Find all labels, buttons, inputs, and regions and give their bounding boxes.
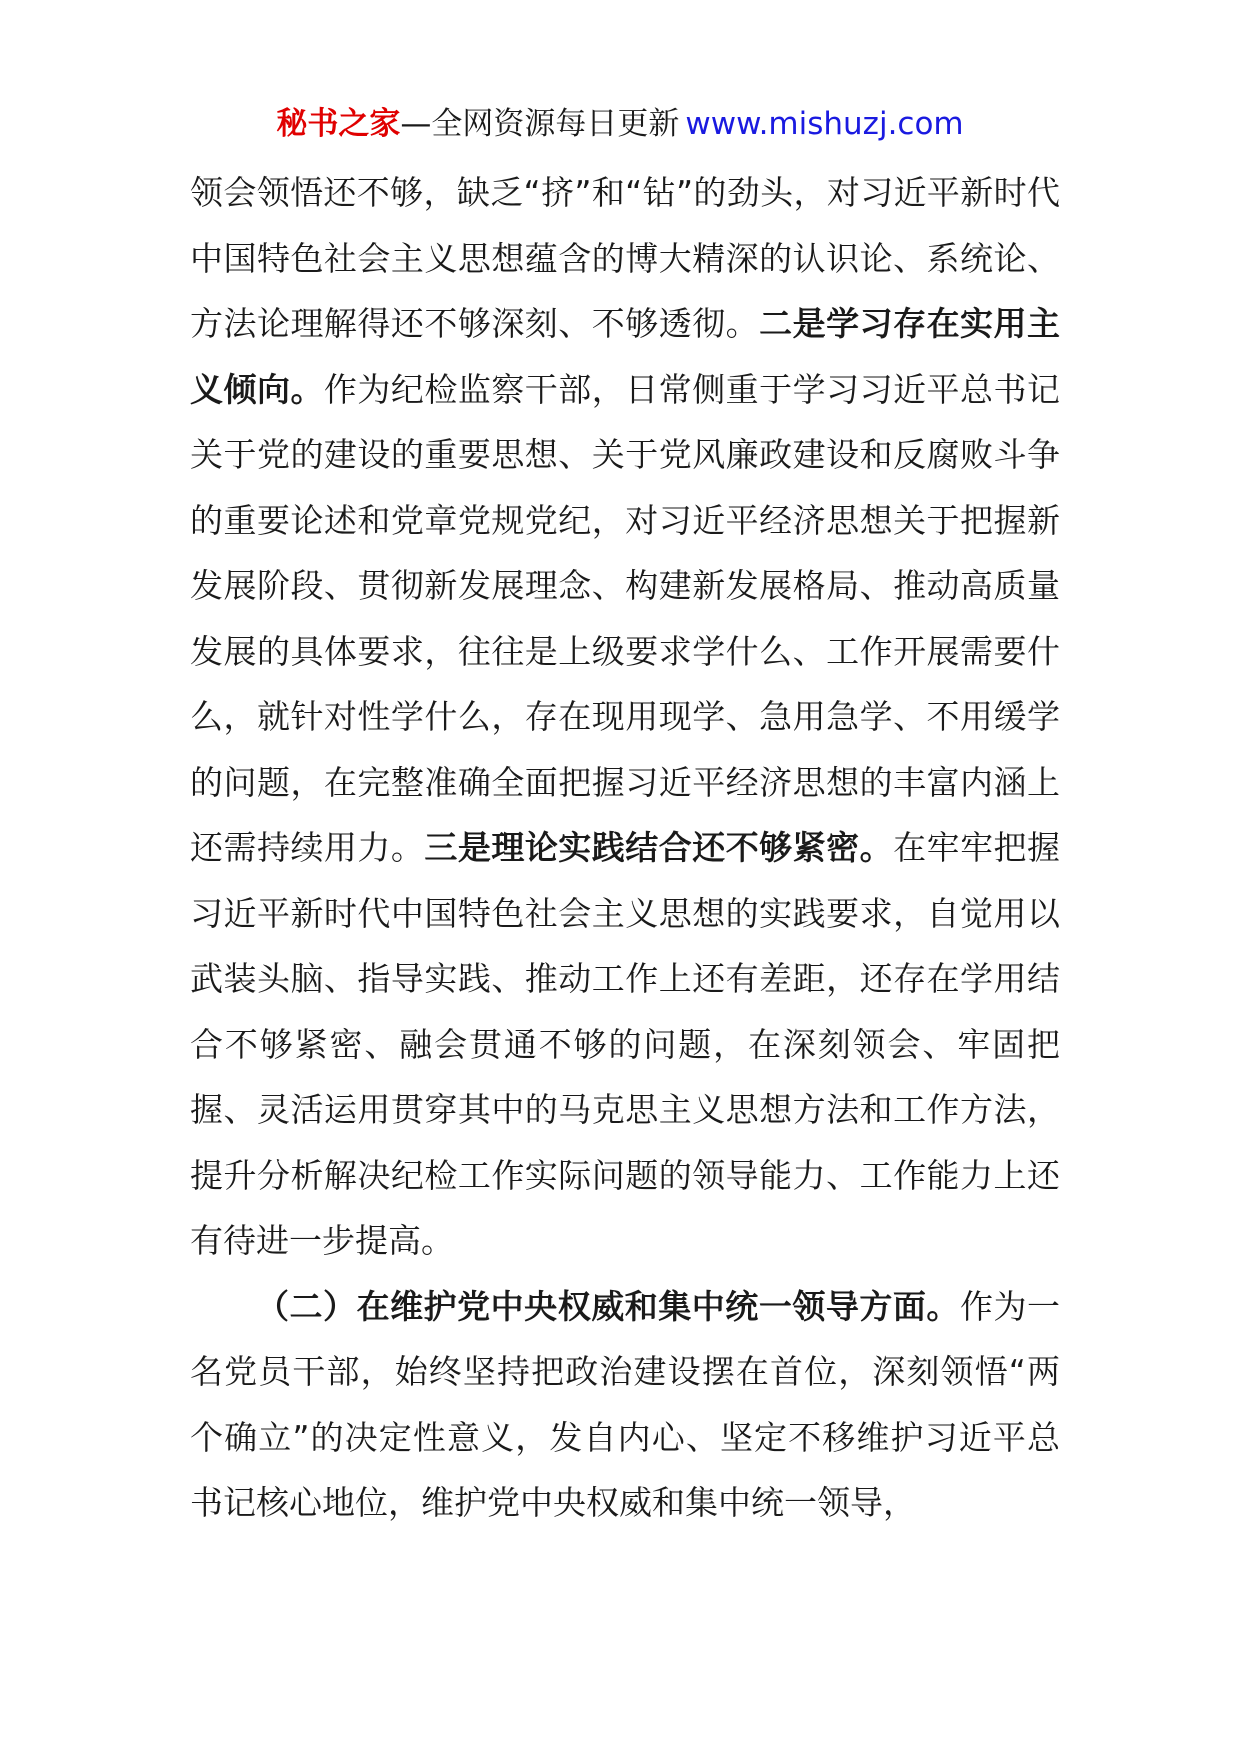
website-link[interactable]: www.mishuzj.com xyxy=(685,106,964,142)
bold-heading-run: 三是理论实践结合还不够紧密。 xyxy=(424,828,894,867)
header-tagline: —全网资源每日更新 xyxy=(400,106,680,142)
paragraph-1 xyxy=(190,160,1060,1274)
page-header xyxy=(0,102,1240,146)
document-body xyxy=(190,160,1060,1536)
text-run: 领会领悟还不够，缺乏“挤”和“钻”的劲头，对习近平新时代中国特色社会主义思想蕴含的博大精深的认识论、系统论、方法论理解得还不够深刻、不够透彻。 xyxy=(190,173,1060,343)
paragraph-2 xyxy=(190,1274,1060,1536)
text-run: 作为一名党员干部，始终坚持把政治建设摆在首位，深刻领悟“两个确立”的决定性意义，发自内心、坚定不移维护习近平总书记核心地位，维护党中央权威和集中统一领导， xyxy=(190,1286,1061,1522)
text-run: 在牢牢把握习近平新时代中国特色社会主义思想的实践要求，自觉用以武装头脑、指导实践、推动工作上还有差距，还存在学用结合不够紧密、融会贯通不够的问题，在深刻领会、牢固把握、灵活运用贯穿其中的马克思主义思想方法和工作方法，提升分析解决纪检工作实际问题的领导能力、工作能力上还有待进一步提高。 xyxy=(190,828,1061,1260)
bold-heading-run: 二是学习存在实用主义倾向。 xyxy=(190,304,1061,409)
brand-name: 秘书之家 xyxy=(276,106,401,142)
text-run: 作为纪检监察干部，日常侧重于学习习近平总书记关于党的建设的重要思想、关于党风廉政建设和反腐败斗争的重要论述和党章党规党纪，对习近平经济思想关于把握新发展阶段、贯彻新发展理念、构建新发展格局、推动高质量发展的具体要求，往往是上级要求学什么、工作开展需要什么，就针对性学什么，存在现用现学、急用急学、不用缓学的问题，在完整准确全面把握习近平经济思想的丰富内涵上还需持续用力。 xyxy=(190,369,1061,867)
section-heading-run: （二）在维护党中央权威和集中统一领导方面。 xyxy=(256,1286,960,1326)
